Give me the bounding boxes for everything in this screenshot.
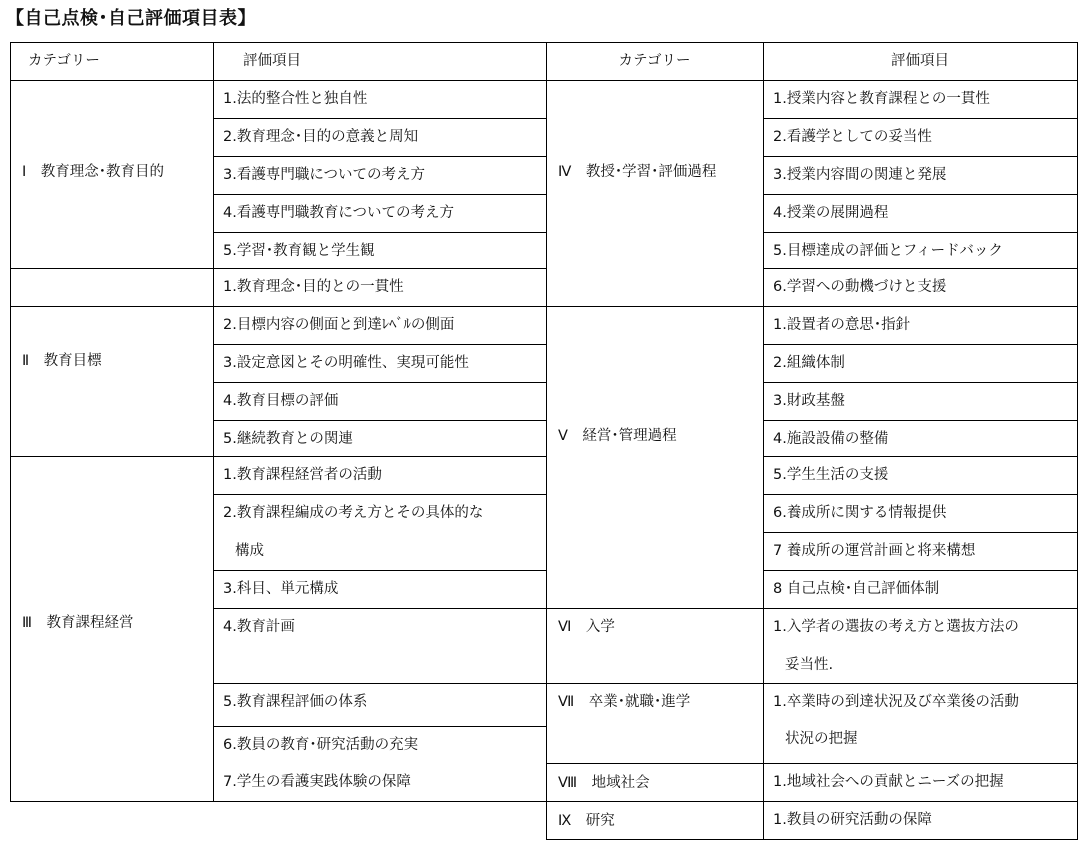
grid-line	[763, 494, 1077, 495]
right-item: 1.卒業時の到達状況及び卒業後の活動	[773, 694, 1019, 710]
grid-line	[10, 80, 1077, 81]
left-item: 2.教育課程編成の考え方とその具体的な	[223, 505, 484, 521]
right-category-9: Ⅸ 研究	[558, 813, 615, 829]
grid-line	[213, 683, 1077, 684]
grid-line	[213, 194, 546, 195]
header-right-category: カテゴリー	[618, 53, 691, 69]
right-item: 6.養成所に関する情報提供	[773, 505, 947, 521]
grid-line	[10, 456, 546, 457]
right-category-8: Ⅷ 地域社会	[558, 775, 650, 791]
right-item: 1.地域社会への貢献とニーズの把握	[773, 774, 1004, 790]
grid-line	[10, 306, 1077, 307]
grid-line	[763, 118, 1077, 119]
right-item: 3.財政基盤	[773, 393, 845, 409]
left-item: 3.科目、単元構成	[223, 581, 339, 597]
grid-line	[10, 801, 1077, 802]
left-item: 4.教育計画	[223, 619, 295, 635]
grid-line	[763, 382, 1077, 383]
grid-line	[546, 839, 1077, 840]
grid-line	[763, 232, 1077, 233]
grid-line	[213, 570, 546, 571]
grid-line	[763, 532, 1077, 533]
left-item: 6.教員の教育･研究活動の充実	[223, 737, 419, 753]
page-title: 【自己点検･自己評価項目表】	[6, 8, 256, 29]
grid-line	[546, 763, 1077, 764]
right-item: 7 養成所の運営計画と将来構想	[773, 543, 976, 559]
left-item: 5.学習･教育観と学生観	[223, 243, 375, 259]
right-item: 1.入学者の選抜の考え方と選抜方法の	[773, 619, 1019, 635]
right-category-6: Ⅵ 入学	[558, 619, 615, 635]
grid-line	[1077, 42, 1078, 840]
grid-line	[763, 42, 764, 840]
left-category-3: Ⅲ 教育課程経営	[22, 615, 134, 631]
grid-line	[213, 156, 546, 157]
grid-line	[10, 268, 546, 269]
left-item: 4.看護専門職教育についての考え方	[223, 205, 455, 221]
left-item: 1.教育課程経営者の活動	[223, 467, 382, 483]
grid-line	[213, 608, 1077, 609]
header-left-category: カテゴリー	[28, 53, 100, 69]
right-item: 1.教員の研究活動の保障	[773, 812, 932, 828]
left-item: 3.設定意図とその明確性、実現可能性	[223, 355, 469, 371]
right-item: 1.設置者の意思･指針	[773, 317, 911, 333]
left-item: 7.学生の看護実践体験の保障	[223, 774, 411, 790]
left-item: 1.法的整合性と独自性	[223, 91, 368, 107]
right-item: 4.授業の展開過程	[773, 205, 889, 221]
grid-line	[763, 570, 1077, 571]
right-item: 5.目標達成の評価とフィードバック	[773, 243, 1003, 259]
right-category-7: Ⅶ 卒業･就職･進学	[558, 694, 691, 710]
right-item-continued: 妥当性.	[785, 657, 834, 673]
left-category-2: Ⅱ 教育目標	[22, 353, 102, 369]
grid-line	[546, 42, 547, 840]
left-item-continued: 構成	[235, 543, 264, 559]
right-item: 4.施設設備の整備	[773, 431, 889, 447]
left-category-1: Ⅰ 教育理念･教育目的	[22, 164, 165, 180]
right-item: 2.組織体制	[773, 355, 845, 371]
right-item: 1.授業内容と教育課程との一貫性	[773, 91, 990, 107]
left-item: 1.教育理念･目的との一貫性	[223, 279, 404, 295]
grid-line	[763, 194, 1077, 195]
right-category-4: Ⅳ 教授･学習･評価過程	[558, 164, 717, 180]
left-item: 3.看護専門職についての考え方	[223, 167, 426, 183]
grid-line	[213, 420, 546, 421]
header-right-items: 評価項目	[891, 53, 949, 69]
left-item: 5.教育課程評価の体系	[223, 694, 368, 710]
right-item: 8 自己点検･自己評価体制	[773, 581, 940, 597]
left-item: 2.目標内容の側面と到達ﾚﾍﾞﾙの側面	[223, 317, 455, 333]
left-item: 2.教育理念･目的の意義と周知	[223, 129, 419, 145]
grid-line	[763, 456, 1077, 457]
right-item: 5.学生生活の支援	[773, 467, 889, 483]
grid-line	[763, 344, 1077, 345]
grid-line	[763, 268, 1077, 269]
right-item-continued: 状況の把握	[785, 731, 858, 747]
left-item: 4.教育目標の評価	[223, 393, 339, 409]
grid-line	[213, 42, 214, 802]
grid-line	[213, 382, 546, 383]
grid-line	[213, 344, 546, 345]
right-item: 6.学習への動機づけと支援	[773, 279, 947, 295]
right-category-5: Ⅴ 経営･管理過程	[558, 428, 677, 444]
grid-line	[213, 726, 546, 727]
grid-line	[763, 156, 1077, 157]
grid-line	[213, 118, 546, 119]
grid-line	[10, 42, 1077, 43]
left-item: 5.継続教育との関連	[223, 431, 353, 447]
grid-line	[213, 494, 546, 495]
right-item: 2.看護学としての妥当性	[773, 129, 932, 145]
grid-line	[763, 420, 1077, 421]
header-left-items: 評価項目	[243, 53, 301, 69]
right-item: 3.授業内容間の関連と発展	[773, 167, 947, 183]
grid-line	[213, 232, 546, 233]
grid-line	[10, 42, 11, 802]
